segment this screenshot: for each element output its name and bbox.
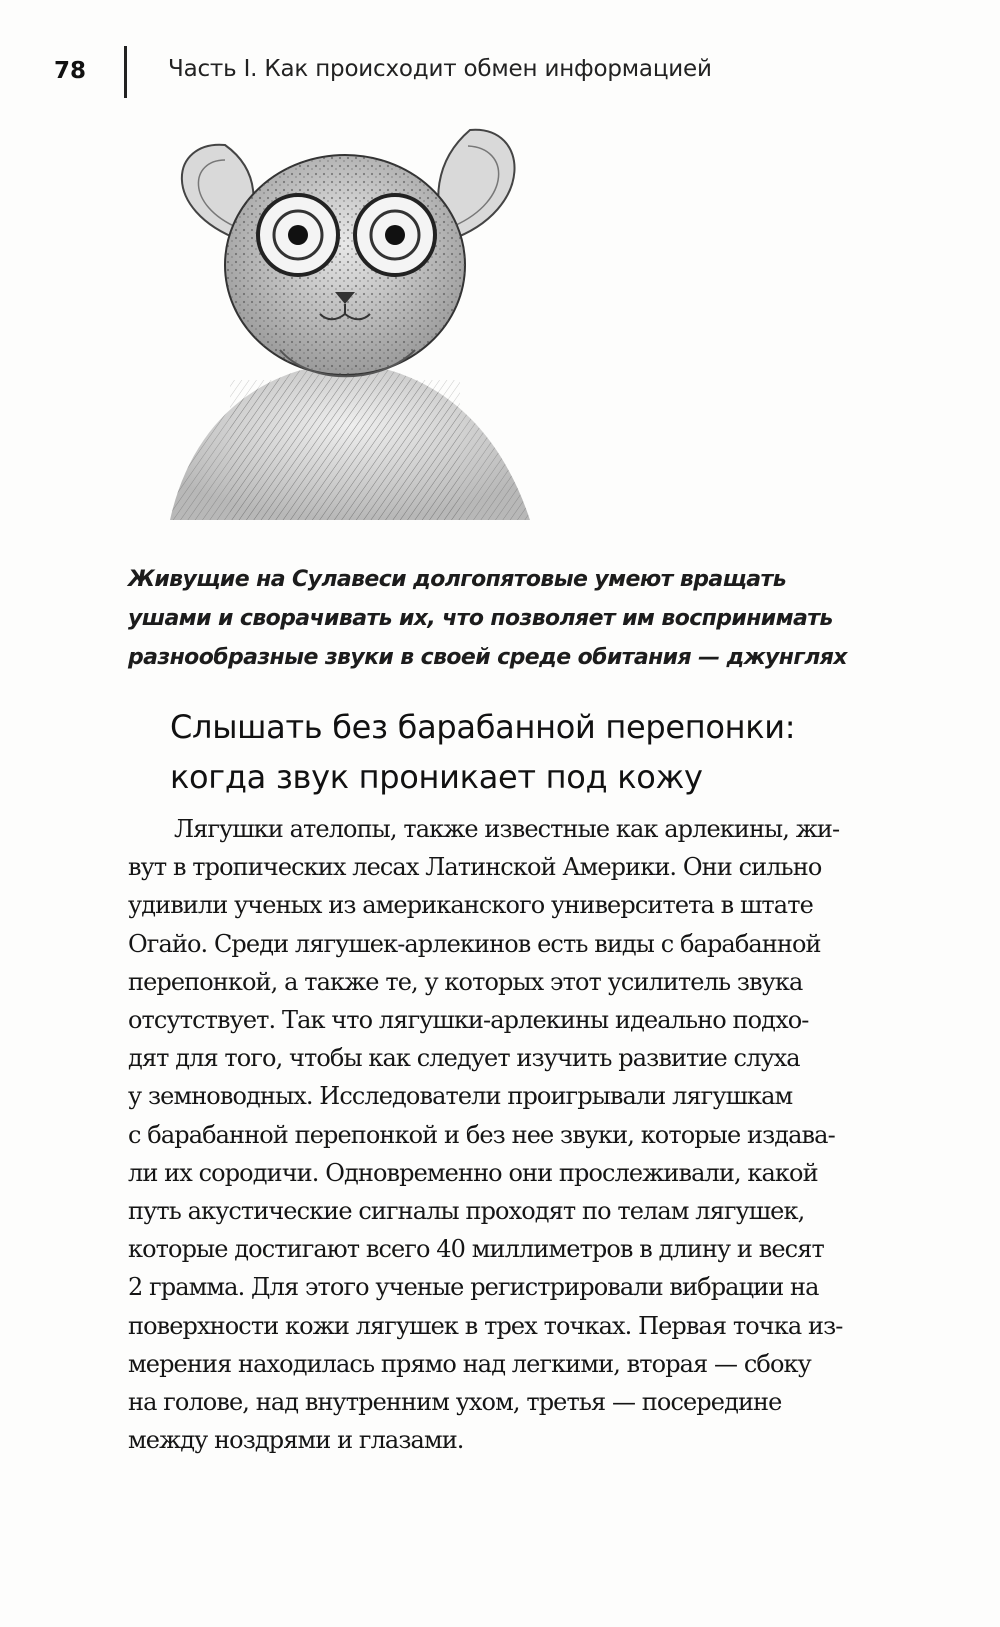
body-line: удивили ученых из американского университета в штате [128,891,813,920]
body-line: 2 грамма. Для этого ученые регистрировали вибрации на [128,1273,819,1302]
section-heading [170,702,930,802]
caption-line: Живущие на Сулавеси долгопятовые умеют вращать [128,567,787,592]
body-line: дят для того, чтобы как следует изучить развитие слуха [128,1044,800,1073]
body-line: перепонкой, а также те, у которых этот усилитель звука [128,967,803,996]
body-line: отсутствует. Так что лягушки-арлекины идеально подхо- [128,1006,809,1035]
section-heading-line: когда звук проникает под кожу [170,758,703,796]
body-paragraph [128,810,888,1459]
body-line: вут в тропических лесах Латинской Америки. Они сильно [128,853,822,882]
section-heading-line: Слышать без барабанной перепонки: [170,708,796,746]
body-line: у земноводных. Исследователи проигрывали лягушкам [128,1082,793,1111]
page-number: 78 [54,58,87,84]
caption-line: ушами и сворачивать их, что позволяет им воспринимать [128,606,833,631]
body-line: Огайо. Среди лягушек-арлекинов есть виды с барабанной [128,929,821,958]
header-divider [124,46,127,98]
caption-line: разнообразные звуки в своей среде обитания — джунглях [128,645,847,670]
figure-caption [128,560,908,677]
body-line: ли их сородичи. Одновременно они прослеживали, какой [128,1158,818,1187]
body-line: на голове, над внутренним ухом, третья — посередине [128,1388,782,1417]
body-line: с барабанной перепонкой и без нее звуки, которые издава- [128,1120,835,1149]
running-head: Часть I. Как происходит обмен информацией [168,56,712,82]
body-line: мерения находилась прямо над легкими, вторая — сбоку [128,1349,811,1378]
body-line: поверхности кожи лягушек в трех точках. Первая точка из- [128,1311,843,1340]
body-line: Лягушки ателопы, также известные как арлекины, жи- [174,815,840,843]
body-line: между ноздрями и глазами. [128,1426,464,1455]
body-line: которые достигают всего 40 миллиметров в длину и весят [128,1235,824,1264]
body-line: путь акустические сигналы проходят по телам лягушек, [128,1197,805,1226]
tarsier-illustration [130,100,560,530]
